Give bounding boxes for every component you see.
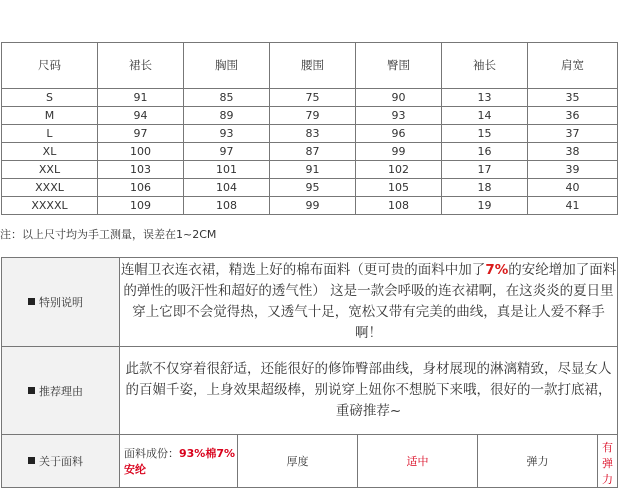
recommend-row [2, 347, 618, 435]
size-table-row [2, 107, 618, 125]
size-cell: 99 [356, 143, 442, 161]
header-cell: 裙长 [98, 43, 184, 89]
size-cell: 19 [442, 197, 528, 215]
size-table-row [2, 179, 618, 197]
header-cell: 腰围 [270, 43, 356, 89]
square-bullet-icon [28, 457, 35, 464]
header-cell: 肩宽 [528, 43, 618, 89]
composition-value: 93%棉7%安纶 [124, 447, 236, 476]
size-cell: 91 [270, 161, 356, 179]
size-cell: 104 [184, 179, 270, 197]
size-table-row [2, 143, 618, 161]
size-cell: 105 [356, 179, 442, 197]
special-text-b: 的安纶增加了面料的弹性的吸汗性和超好的透气性） 这是一款会呼吸的连衣裙啊，在这炎炎的夏日里穿上它即不会觉得热，又透气十足，宽松又带有完美的曲线，真是让人爱不释手啊！ [123, 262, 617, 341]
special-label-cell [2, 258, 120, 347]
fabric-label-cell [2, 435, 120, 488]
recommend-label-cell [2, 347, 120, 435]
size-cell: 39 [528, 161, 618, 179]
square-bullet-icon [28, 298, 35, 305]
product-info-table [1, 257, 618, 488]
size-cell: 103 [98, 161, 184, 179]
fabric-label: 关于面料 [39, 455, 83, 468]
size-cell: 79 [270, 107, 356, 125]
size-cell: 38 [528, 143, 618, 161]
size-cell: 106 [98, 179, 184, 197]
size-cell: 90 [356, 89, 442, 107]
size-cell: 87 [270, 143, 356, 161]
size-cell: 16 [442, 143, 528, 161]
size-cell: XXXL [2, 179, 98, 197]
size-cell: XL [2, 143, 98, 161]
special-row [2, 258, 618, 347]
size-cell: XXL [2, 161, 98, 179]
size-cell: 18 [442, 179, 528, 197]
size-cell: 83 [270, 125, 356, 143]
size-cell: 99 [270, 197, 356, 215]
size-cell: XXXXL [2, 197, 98, 215]
size-table-header [2, 43, 618, 89]
size-cell: 41 [528, 197, 618, 215]
size-cell: 93 [184, 125, 270, 143]
size-table-row [2, 197, 618, 215]
special-label: 特别说明 [39, 296, 83, 309]
size-cell: 108 [184, 197, 270, 215]
size-cell: 15 [442, 125, 528, 143]
size-cell: 95 [270, 179, 356, 197]
size-table-row [2, 89, 618, 107]
size-cell: 85 [184, 89, 270, 107]
size-cell: 17 [442, 161, 528, 179]
size-table-row [2, 125, 618, 143]
fabric-row [2, 435, 618, 488]
size-cell: 101 [184, 161, 270, 179]
special-highlight: 7% [485, 262, 509, 278]
size-cell: M [2, 107, 98, 125]
size-table [1, 42, 618, 215]
size-cell: 91 [98, 89, 184, 107]
size-cell: 89 [184, 107, 270, 125]
size-cell: 97 [184, 143, 270, 161]
fabric-composition-cell [120, 435, 238, 488]
size-cell: 36 [528, 107, 618, 125]
thickness-value: 适中 [358, 435, 478, 488]
header-cell: 袖长 [442, 43, 528, 89]
measurement-note: 注：以上尺寸均为手工测量，误差在1~2CM [0, 228, 217, 241]
size-cell: 37 [528, 125, 618, 143]
recommend-label: 推荐理由 [39, 384, 83, 398]
recommend-description: 此款不仅穿着很舒适，还能很好的修饰臀部曲线，身材展现的淋漓精致，尽显女人的百媚千姿，上身效果超级棒，别说穿上妞你不想脱下来哦，很好的一款打底裙，重磅推荐~ [120, 347, 618, 435]
size-table-row [2, 161, 618, 179]
composition-label: 面料成份： [124, 447, 179, 460]
special-text-a: 连帽卫衣连衣裙，精选上好的棉布面料（更可贵的面料中加了 [120, 262, 486, 278]
elasticity-label: 弹力 [478, 435, 598, 488]
thickness-label: 厚度 [238, 435, 358, 488]
size-cell: S [2, 89, 98, 107]
special-description [120, 258, 618, 347]
header-cell: 胸围 [184, 43, 270, 89]
header-cell: 尺码 [2, 43, 98, 89]
size-cell: L [2, 125, 98, 143]
size-cell: 94 [98, 107, 184, 125]
size-cell: 35 [528, 89, 618, 107]
size-cell: 40 [528, 179, 618, 197]
size-cell: 97 [98, 125, 184, 143]
square-bullet-icon [28, 387, 35, 394]
size-cell: 109 [98, 197, 184, 215]
size-cell: 75 [270, 89, 356, 107]
size-cell: 108 [356, 197, 442, 215]
header-cell: 臀围 [356, 43, 442, 89]
size-cell: 96 [356, 125, 442, 143]
size-cell: 13 [442, 89, 528, 107]
size-cell: 100 [98, 143, 184, 161]
size-cell: 102 [356, 161, 442, 179]
size-cell: 14 [442, 107, 528, 125]
elasticity-value: 有弹力 [598, 435, 618, 488]
size-cell: 93 [356, 107, 442, 125]
